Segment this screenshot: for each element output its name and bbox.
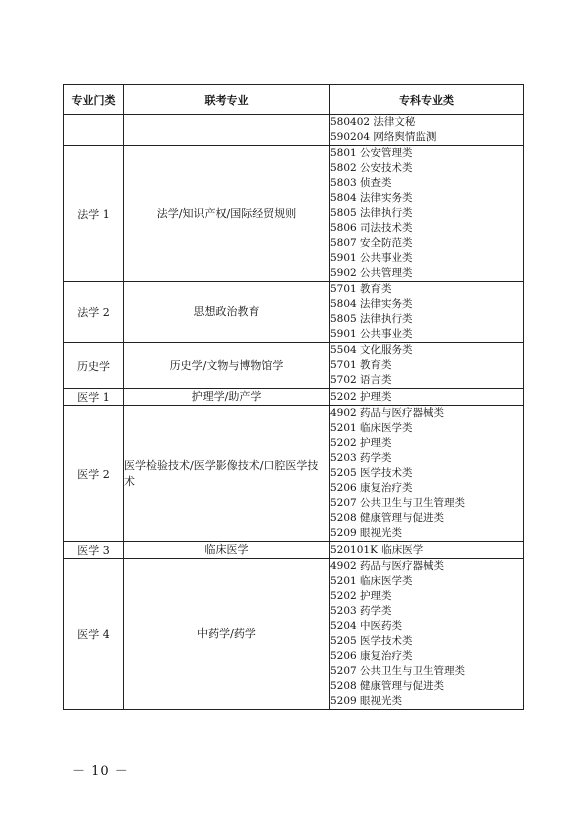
category-cell: 法学 1 [64, 146, 124, 282]
category-cell: 历史学 [64, 343, 124, 389]
specialty-item: 5204 中医药类 [330, 620, 403, 632]
table-row [64, 559, 524, 710]
table-row [64, 282, 524, 343]
exam-major-cell: 护理学/助产学 [124, 389, 330, 406]
exam-major-cell: 中药学/药学 [124, 559, 330, 710]
specialty-item: 5203 药学类 [330, 605, 392, 617]
specialty-item: 4902 药品与医疗器械类 [330, 560, 445, 572]
category-cell: 医学 2 [64, 406, 124, 542]
specialty-item: 4902 药品与医疗器械类 [330, 407, 445, 419]
specialty-item: 5205 医学技术类 [330, 467, 413, 479]
exam-major-cell: 临床医学 [124, 542, 330, 559]
specialty-item: 5202 护理类 [330, 590, 392, 602]
specialty-item: 5206 康复治疗类 [330, 482, 413, 494]
header-specialty: 专科专业类 [330, 85, 524, 115]
table-row [64, 542, 524, 559]
page-number: － 10 － [72, 764, 129, 779]
category-cell: 法学 2 [64, 282, 124, 343]
table-row [64, 406, 524, 542]
specialty-item: 580402 法律文秘 [330, 116, 416, 128]
specialty-item: 5202 护理类 [330, 390, 392, 403]
specialty-cell [330, 559, 524, 710]
specialty-item: 5901 公共事业类 [330, 328, 413, 340]
specialty-item: 5803 侦查类 [330, 177, 392, 189]
category-cell: 医学 1 [64, 389, 124, 406]
specialty-item: 5804 法律实务类 [330, 192, 413, 204]
exam-major-cell [124, 115, 330, 146]
specialty-item: 5902 公共管理类 [330, 267, 413, 279]
specialty-item: 5208 健康管理与促进类 [330, 680, 445, 692]
specialty-item: 5802 公安技术类 [330, 162, 413, 174]
table-row [64, 115, 524, 146]
specialty-item: 590204 网络舆情监测 [330, 131, 437, 143]
specialty-cell [330, 343, 524, 389]
specialty-cell [330, 389, 524, 406]
specialty-item: 5205 医学技术类 [330, 635, 413, 647]
specialty-cell [330, 115, 524, 146]
specialty-item: 5901 公共事业类 [330, 252, 413, 264]
specialty-item: 5702 语言类 [330, 374, 392, 386]
specialty-item: 5207 公共卫生与卫生管理类 [330, 665, 466, 677]
specialty-item: 5701 教育类 [330, 359, 392, 371]
specialty-cell [330, 406, 524, 542]
specialty-item: 5201 临床医学类 [330, 575, 413, 587]
table-row [64, 146, 524, 282]
specialty-item: 5203 药学类 [330, 452, 392, 464]
table-body [64, 115, 524, 710]
specialty-item: 5805 法律执行类 [330, 313, 413, 325]
specialty-item: 5807 安全防范类 [330, 237, 413, 249]
exam-major-cell: 法学/知识产权/国际经贸规则 [124, 146, 330, 282]
specialty-item: 5209 眼视光类 [330, 527, 403, 539]
specialty-item: 5801 公安管理类 [330, 147, 413, 159]
table-row [64, 343, 524, 389]
specialty-item: 520101K 临床医学 [330, 543, 424, 556]
exam-major-cell: 思想政治教育 [124, 282, 330, 343]
specialty-item: 5208 健康管理与促进类 [330, 512, 445, 524]
exam-major-cell: 历史学/文物与博物馆学 [124, 343, 330, 389]
category-cell [64, 115, 124, 146]
table-header-row [64, 85, 524, 115]
category-cell: 医学 4 [64, 559, 124, 710]
specialty-item: 5209 眼视光类 [330, 695, 403, 707]
header-exam-major: 联考专业 [124, 85, 330, 115]
specialty-item: 5701 教育类 [330, 283, 392, 295]
exam-major-cell: 医学检验技术/医学影像技术/口腔医学技术 [124, 406, 330, 542]
table-row [64, 389, 524, 406]
header-category: 专业门类 [64, 85, 124, 115]
major-table [63, 84, 524, 710]
category-cell: 医学 3 [64, 542, 124, 559]
specialty-item: 5504 文化服务类 [330, 344, 413, 356]
specialty-cell [330, 146, 524, 282]
specialty-item: 5201 临床医学类 [330, 422, 413, 434]
specialty-item: 5202 护理类 [330, 437, 392, 449]
specialty-item: 5804 法律实务类 [330, 298, 413, 310]
specialty-item: 5805 法律执行类 [330, 207, 413, 219]
specialty-cell [330, 542, 524, 559]
specialty-item: 5207 公共卫生与卫生管理类 [330, 497, 466, 509]
specialty-cell [330, 282, 524, 343]
specialty-item: 5806 司法技术类 [330, 222, 413, 234]
specialty-item: 5206 康复治疗类 [330, 650, 413, 662]
